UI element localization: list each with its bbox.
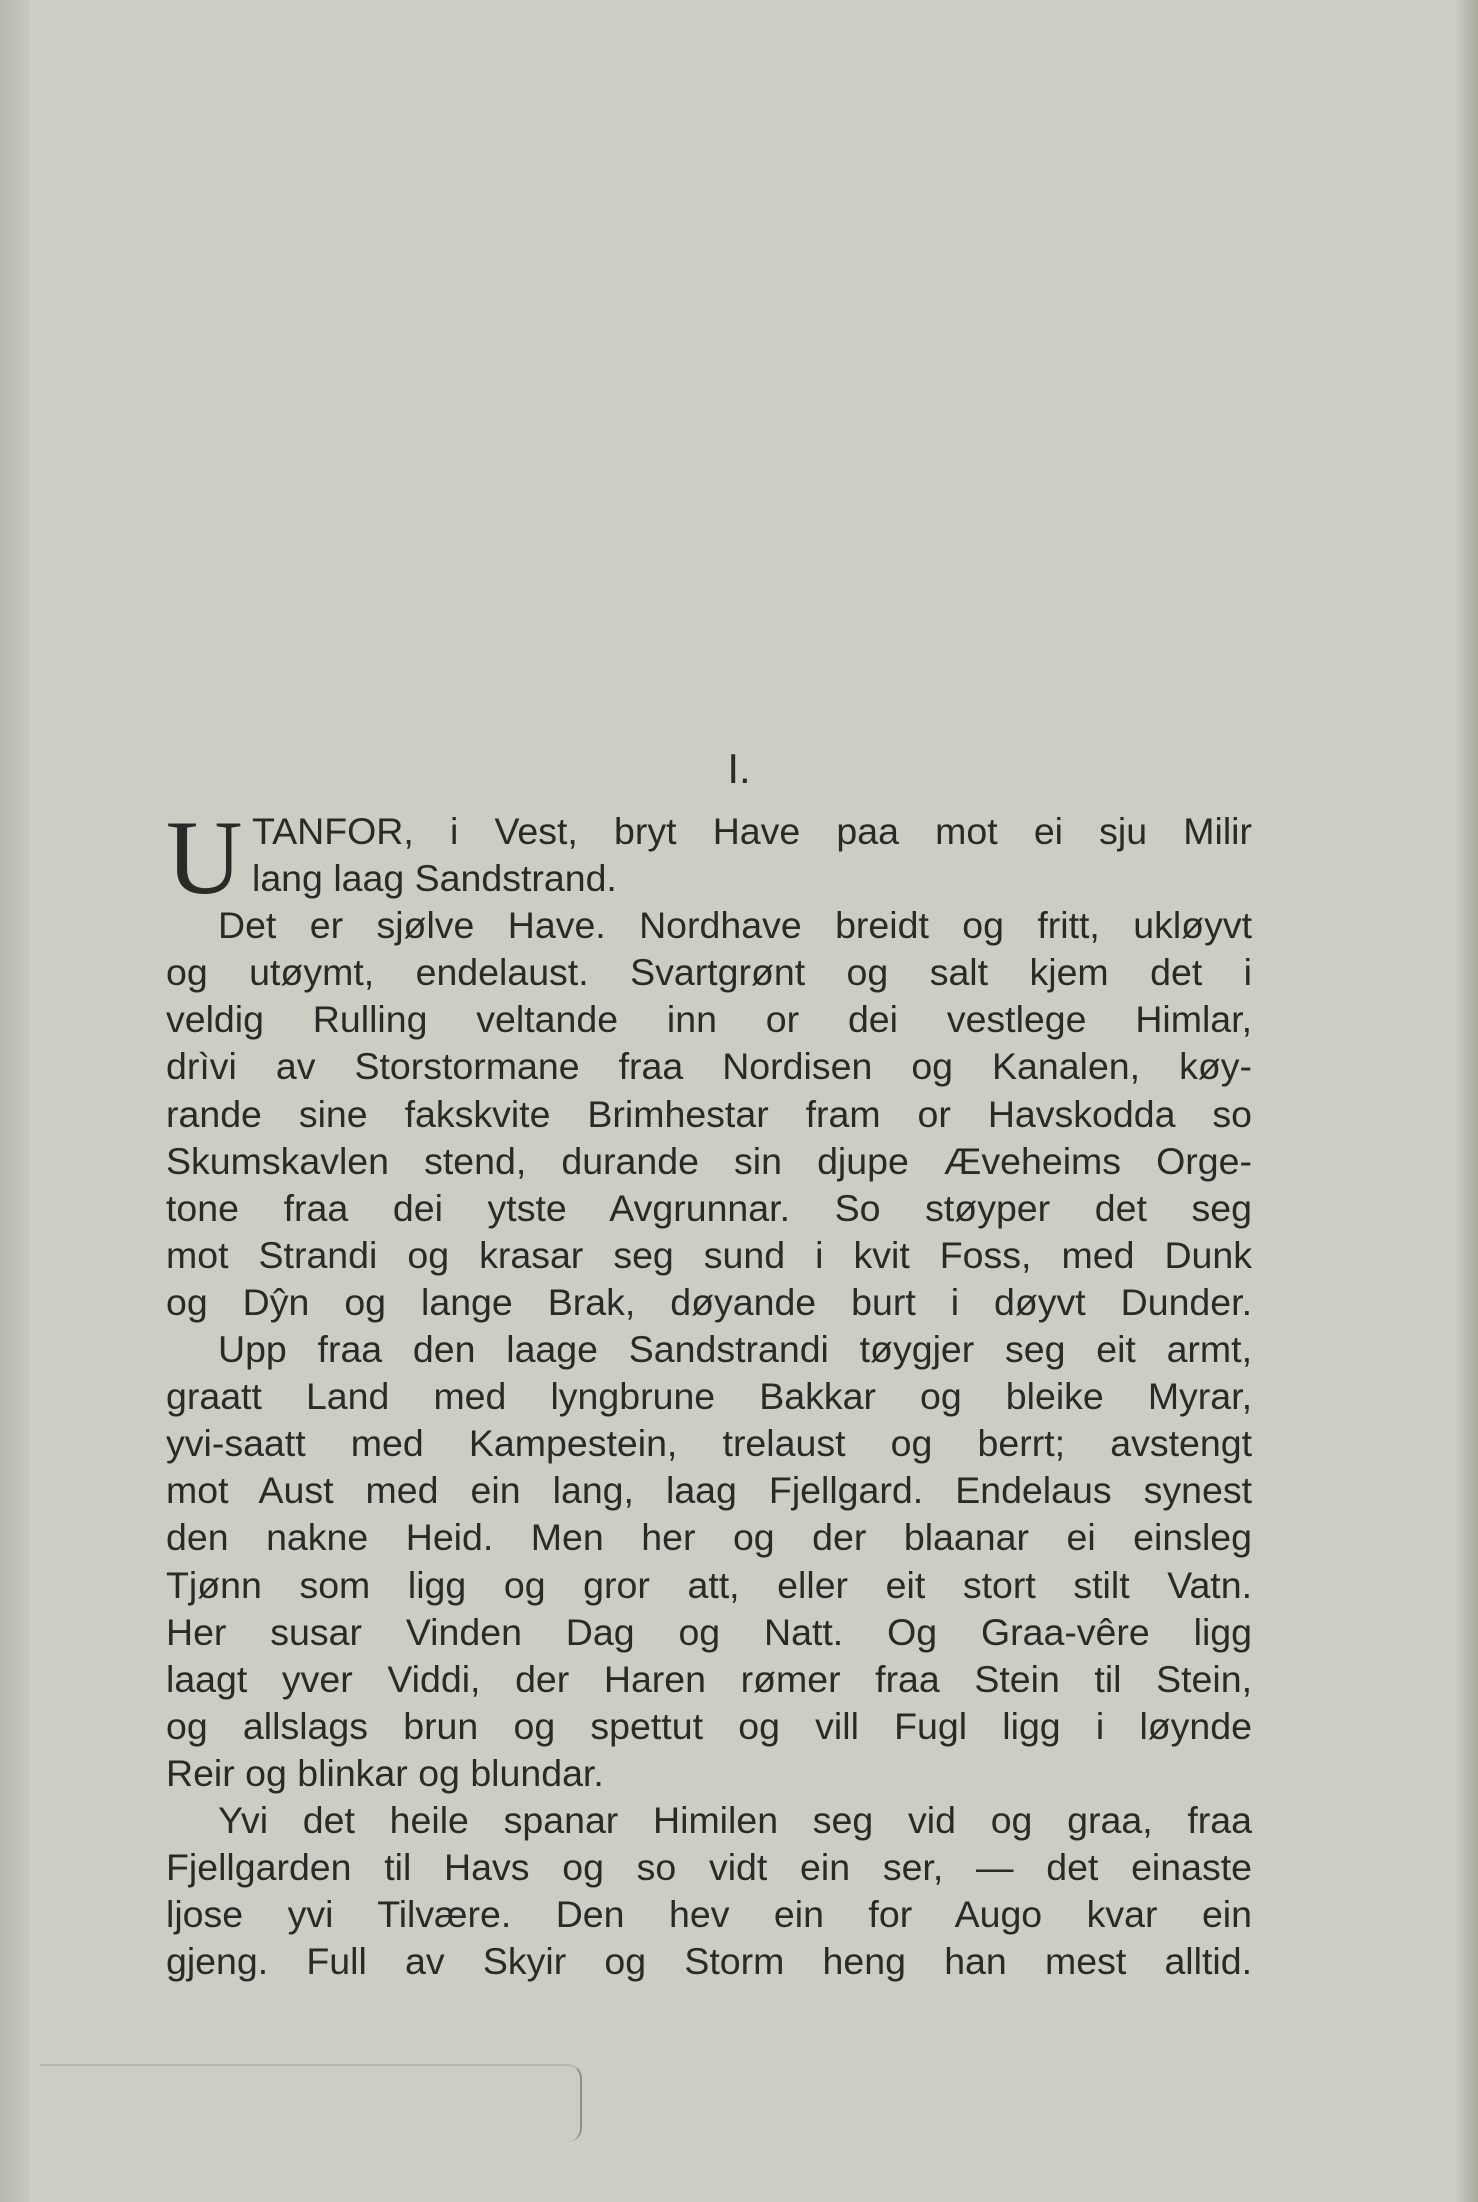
- text-line: lang laag Sandstrand.: [252, 857, 617, 900]
- text-line: den nakne Heid. Men her og der blaanar ei einsleg: [166, 1516, 1252, 1559]
- page-right-edge: [1454, 0, 1478, 2202]
- text-line: og allslags brun og spettut og vill Fugl ligg i løynde: [166, 1704, 1252, 1747]
- text-line: graatt Land med lyngbrune Bakkar og bleike Myrar,: [166, 1375, 1252, 1418]
- text-line: yvi-saatt med Kampestein, trelaust og berrt; avstengt: [166, 1422, 1252, 1465]
- text-line: Tjønn som ligg og gror att, eller eit stort stilt Vatn.: [166, 1563, 1252, 1606]
- text-line: Det er sjølve Have. Nordhave breidt og fritt, ukløyvt: [218, 904, 1252, 947]
- text-line: laagt yver Viddi, der Haren rømer fraa Stein til Stein,: [166, 1657, 1252, 1700]
- text-line: Yvi det heile spanar Himilen seg vid og graa, fraa: [218, 1798, 1252, 1841]
- text-line: TANFOR, i Vest, bryt Have paa mot ei sju Milir: [252, 810, 1252, 852]
- text-line: rande sine fakskvite Brimhestar fram or Havskodda so: [166, 1092, 1252, 1135]
- text-line: gjeng. Full av Skyir og Storm heng han mest alltid.: [166, 1940, 1252, 1983]
- text-line: Reir og blinkar og blundar.: [166, 1751, 604, 1794]
- page-left-edge: [0, 0, 30, 2202]
- text-line: ljose yvi Tilvære. Den hev ein for Augo kvar ein: [166, 1893, 1252, 1936]
- text-line: Her susar Vinden Dag og Natt. Og Graa-vêre ligg: [166, 1610, 1252, 1653]
- text-line: mot Aust med ein lang, laag Fjellgard. Endelaus synest: [166, 1469, 1252, 1512]
- drop-cap: U: [166, 799, 243, 916]
- text-line: Fjellgarden til Havs og so vidt ein ser, — det einaste: [166, 1846, 1252, 1889]
- chapter-heading: I.: [727, 745, 751, 792]
- text-line: og utøymt, endelaust. Svartgrønt og salt kjem det i: [166, 951, 1252, 994]
- library-stamp-mark: [40, 2064, 582, 2142]
- body-text: [166, 808, 1252, 1985]
- text-line: Skumskavlen stend, durande sin djupe Æveheims Orge-: [166, 1139, 1252, 1182]
- text-line: mot Strandi og krasar seg sund i kvit Foss, med Dunk: [166, 1233, 1252, 1276]
- text-line: veldig Rulling veltande inn or dei vestlege Himlar,: [166, 998, 1252, 1041]
- text-line: Upp fraa den laage Sandstrandi tøygjer seg eit armt,: [218, 1328, 1252, 1371]
- text-line: tone fraa dei ytste Avgrunnar. So støyper det seg: [166, 1186, 1252, 1229]
- text-line: og Dŷn og lange Brak, døyande burt i døyvt Dunder.: [166, 1280, 1252, 1323]
- text-line: drìvi av Storstormane fraa Nordisen og Kanalen, køy-: [166, 1045, 1252, 1088]
